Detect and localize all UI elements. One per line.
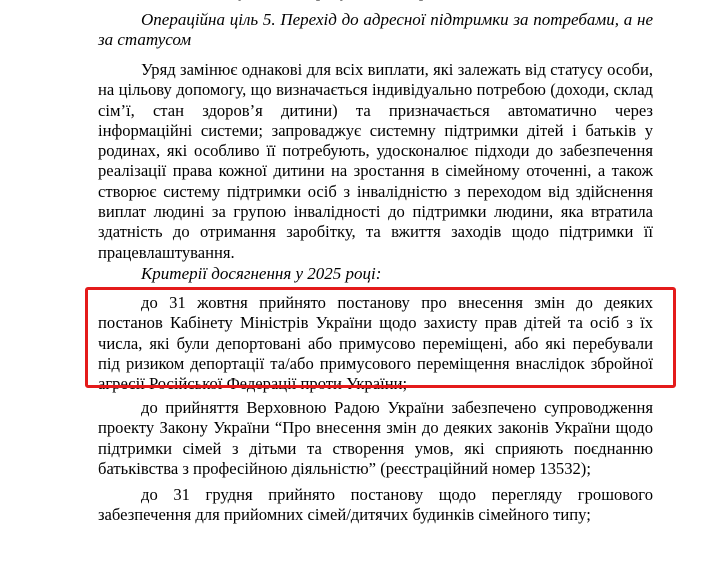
criterion-item-3: до 31 грудня прийнято постанову щодо перегляду грошового забезпечення для прийомних сімей/дитячих будинків сімейного типу; — [98, 485, 653, 525]
criteria-heading: Критерії досягнення у 2025 році: — [141, 264, 382, 283]
clipped-text — [120, 0, 660, 1]
objective-paragraph: Уряд замінює однакові для всіх виплати, які залежать від статусу особи, на цільову допомогу, що визначається індивідуально потребою (доходи, склад сім’ї, стан здоров’я дитини) та призначається автоматично через інформаційні системи; запроваджує системну підтримки дітей і батьків у родинах, які особливо її потребують, удосконалює підходи до забезпечення реалізації права кожної дитини на зростання в сімейному оточенні, а також створює систему підтримки осіб з інвалідністю з переходом від здійснення виплат людині за групою інвалідності до підтримки людини, яка втратила здатність до отримання заробітку, та вжиття заходів щодо підтримки її працевлаштування. — [98, 60, 653, 262]
criterion-item-1: до 31 жовтня прийнято постанову про внесення змін до деяких постанов Кабінету Міністрів України щодо захисту прав дітей та осіб з їх числа, які були депортовані або примусово переміщені, або які перебували під ризиком депортації та/або примусового переміщення внаслідок збройної агресії Російської Федерації проти України; — [98, 293, 653, 394]
highlight-box — [85, 287, 676, 388]
objective-heading: Операційна ціль 5. Перехід до адресної підтримки за потребами, а не за статусом — [98, 10, 653, 49]
criterion-item-2: до прийняття Верховною Радою України забезпечено супроводження проекту Закону України “Про внесення змін до деяких законів України щодо підтримки сімей з дітьми та створення умов, які сприяють поєднанню батьківства з професійною діяльністю” (реєстраційний номер 13532); — [98, 398, 653, 478]
clipped-text-line — [120, 0, 660, 3]
